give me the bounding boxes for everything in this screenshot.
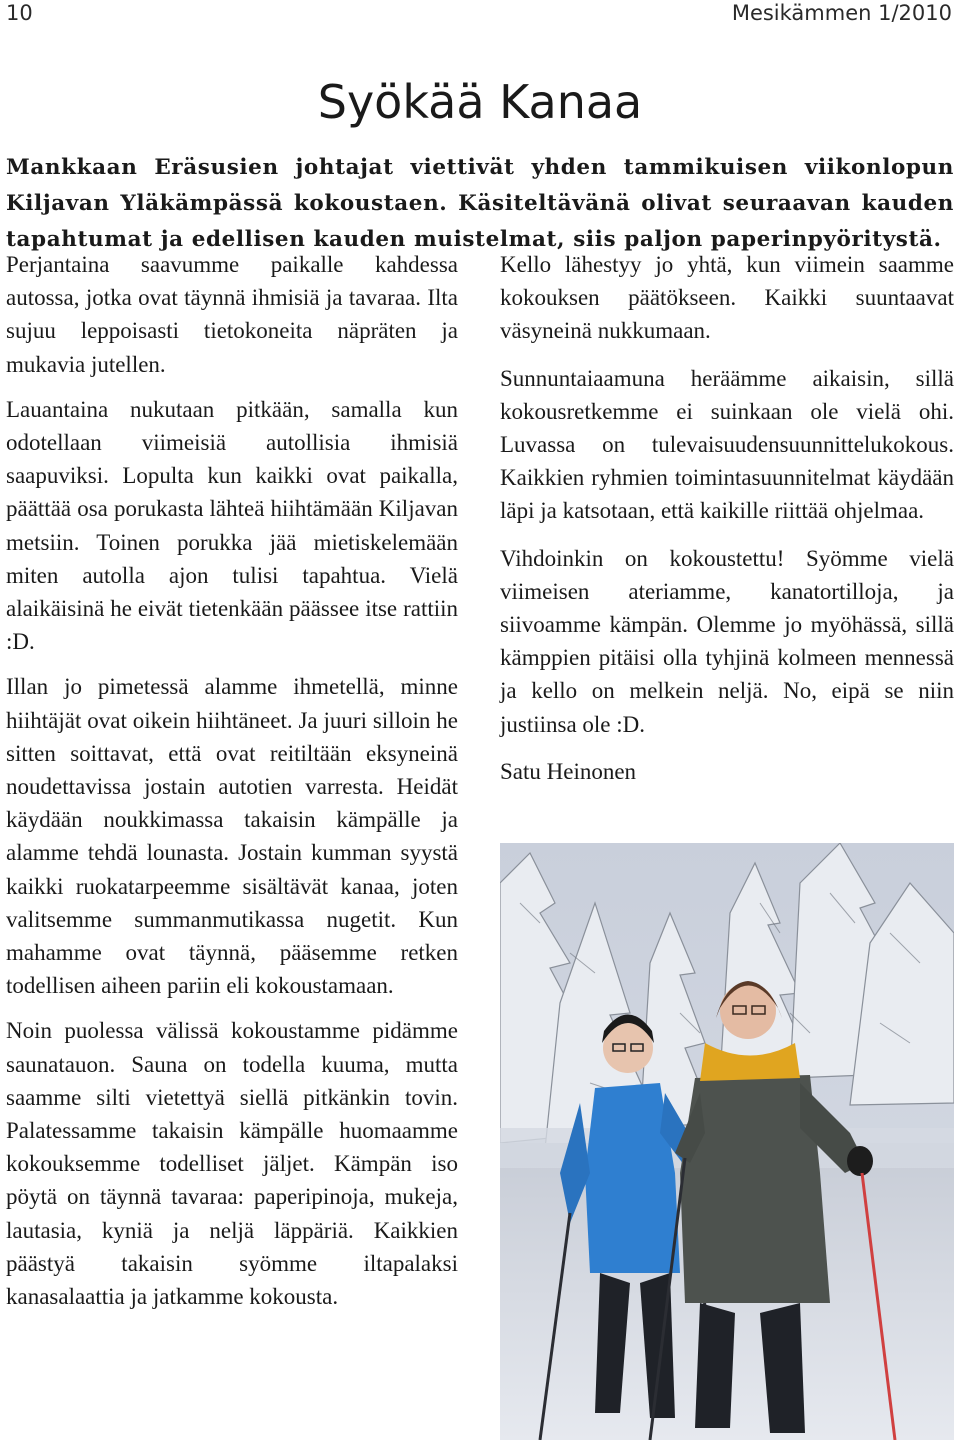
paragraph: Vihdoinkin on kokoustettu! Syömme vielä viimeisen ateriamme, kanatortilloja, ja siivoamme kämpän. Olemme jo myöhässä, sillä kämppien pitäisi olla tyhjinä kolmeen mennessä ja kello on melkein neljä. No, eipä se niin justiinsa ole :D. <box>500 545 954 737</box>
paragraph: Kello lähestyy jo yhtä, kun viimein saamme kokouksen päätökseen. Kaikki suuntaavat väsyneinä nukkumaan. <box>500 252 954 344</box>
article-title: Syökää Kanaa <box>317 75 643 129</box>
article-lead: Mankkaan Eräsusien johtajat viettivät yhden tammikuisen viikonlopun Kiljavan Yläkämpässä kokoustaen. Käsiteltävänä olivat seuraavan kauden tapahtumat ja edellisen kauden muistelmat, siis paljon paperinpyöritystä. <box>6 155 954 252</box>
issue-label: Mesikämmen 1/2010 <box>731 1 952 25</box>
left-column <box>6 248 458 1325</box>
paragraph: Noin puolessa välissä kokoustamme pidämme saunatauon. Sauna on todella kuuma, mutta saamme silti vietettyä siellä pitkänkin tovin. Palatessamme takaisin kämpälle huomaamme kokouksemme todelliset jäljet. Kämpän iso pöytä on täynnä tavaraa: paperipinoja, mukeja, lautasia, kyniä ja neljä läppäriä. Kaikkien päästyä takaisin syömme iltapalaksi kanasalaattia ja jatkamme kokousta. <box>6 1018 458 1310</box>
right-column <box>500 248 954 800</box>
paragraph: Illan jo pimetessä alamme ihmetellä, minne hiihtäjät ovat oikein hiihtäneet. Ja juuri silloin he sitten soittavat, että ovat reitiltään eksyneinä noudettavissa jostain autotien varresta. Heidät käydään noukkimassa takaisin kämpälle ja alamme tehdä lounasta. Jostain kumman syystä kaikki ruokatarpeemme sisältävät kanaa, joten valitsemme summanmutikassa nugetit. Kun mahamme ovat täynnä, pääsemme retken todellisen aiheen pariin eli kokoustamaan. <box>6 674 458 999</box>
author-name: Satu Heinonen <box>500 758 637 784</box>
skiers-photo <box>500 843 954 1440</box>
paragraph: Perjantaina saavumme paikalle kahdessa autossa, jotka ovat täynnä ihmisiä ja tavaraa. Ilta sujuu leppoisasti tietokoneita näpräten ja mukavia jutellen. <box>6 252 458 377</box>
paragraph: Lauantaina nukutaan pitkään, samalla kun odotellaan viimeisiä autollisia ihmisiä saapuviksi. Lopulta kun kaikki ovat paikalla, päättää osa porukasta lähteä hiihtämään Kiljavan metsiin. Toinen porukka jää mietiskelemään miten autolla ajon tulisi tapahtua. Vielä alaikäisinä he eivät tietenkään päässee itse rattiin :D. <box>6 396 458 655</box>
paragraph: Sunnuntaiaamuna heräämme aikaisin, sillä kokousretkemme ei suinkaan ole vielä ohi. Luvassa on tulevaisuudensuunnittelukokous. Kaikkien ryhmien toimintasuunnitelmat käydään läpi ja katsotaan, että kaikille riittää ohjelmaa. <box>500 365 954 524</box>
page-number: 10 <box>6 1 33 25</box>
